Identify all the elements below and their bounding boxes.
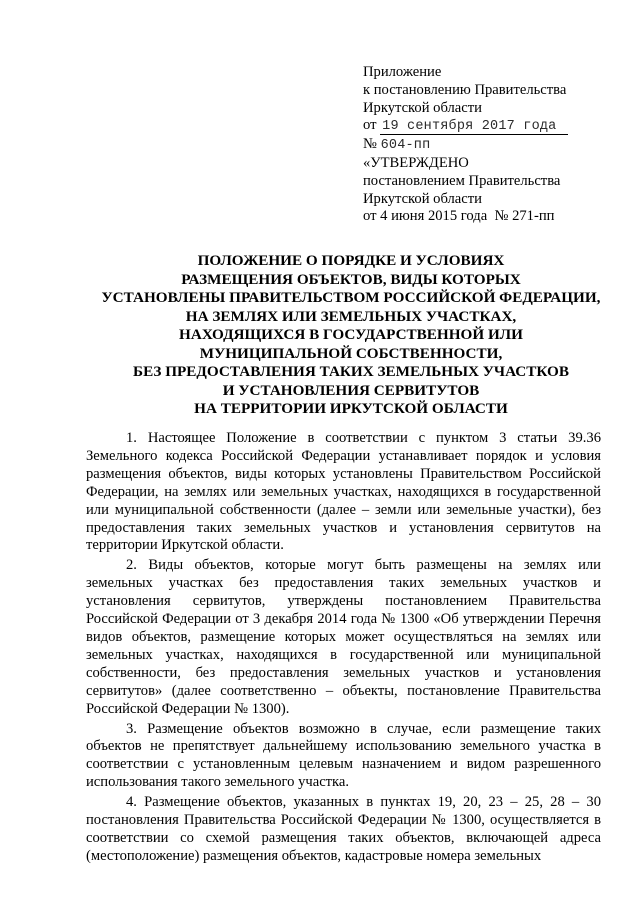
document-body (86, 430, 601, 868)
title-line: И УСТАНОВЛЕНИЯ СЕРВИТУТОВ (222, 381, 480, 399)
header-date-line (363, 117, 623, 136)
header-line-resolution: к постановлению Правительства (363, 81, 567, 98)
approved-line-1: «УТВЕРЖДЕНО (363, 154, 469, 171)
title-line: ПОЛОЖЕНИЕ О ПОРЯДКЕ И УСЛОВИЯХ (197, 252, 505, 269)
approved-line-2: постановлением Правительства (363, 172, 561, 189)
title-line: РАЗМЕЩЕНИЯ ОБЪЕКТОВ, ВИДЫ КОТОРЫХ (181, 270, 521, 288)
approved-line-4: от 4 июня 2015 года № 271-пп (363, 208, 555, 225)
paragraph-3: 3. Размещение объектов возможно в случае, если размещение таких объектов не препятствует дальнейшему использованию земельного участка в соответствии с установленным целевым назначением и видом разрешенного использования такого земельного участка. (86, 720, 601, 791)
header-number-line (363, 136, 623, 155)
title-line: НА ЗЕМЛЯХ ИЛИ ЗЕМЕЛЬНЫХ УЧАСТКАХ, (185, 307, 517, 325)
paragraph-1: 1. Настоящее Положение в соответствии с пунктом 3 статьи 39.36 Земельного кодекса Российской Федерации устанавливает порядок и условия размещения объектов, виды которых установлены Правительством Российской Федерации, на землях или земельных участках, находящихся в государственной или муниципальной собственности (далее – земли или земельные участки), без предоставления таких земельных участков и установления сервитутов на территории Иркутской области. (86, 430, 601, 554)
header-line-region: Иркутской области (363, 99, 482, 116)
paragraph-4: 4. Размещение объектов, указанных в пунктах 19, 20, 23 – 25, 28 – 30 постановления Правительства Российской Федерации № 1300, осуществляется в соответствии со схемой размещения таких объектов, включающей адреса (местоположение) размещения объектов, кадастровые номера земельных (86, 794, 601, 864)
handwritten-date: 19 сентября 2017 года (380, 119, 568, 135)
document-header (363, 64, 623, 226)
header-line-appendix: Приложение (363, 64, 442, 80)
title-line: НАХОДЯЩИХСЯ В ГОСУДАРСТВЕННОЙ ИЛИ (179, 326, 523, 343)
number-prefix: № (363, 136, 377, 153)
title-line: НА ТЕРРИТОРИИ ИРКУТСКОЙ ОБЛАСТИ (194, 400, 508, 417)
title-line: БЕЗ ПРЕДОСТАВЛЕНИЯ ТАКИХ ЗЕМЕЛЬНЫХ УЧАСТКОВ (133, 363, 569, 380)
document-title (62, 252, 640, 419)
handwritten-number: 604-пп (380, 138, 431, 154)
title-line: МУНИЦИПАЛЬНОЙ СОБСТВЕННОСТИ, (199, 344, 503, 362)
title-line: УСТАНОВЛЕНЫ ПРАВИТЕЛЬСТВОМ РОССИЙСКОЙ ФЕДЕРАЦИИ, (101, 289, 601, 306)
paragraph-2: 2. Виды объектов, которые могут быть размещены на землях или земельных участках без предоставления таких земельных участков и установления сервитутов, утверждены постановлением Правительства Российской Федерации от 3 декабря 2014 года № 1300 «Об утверждении Перечня видов объектов, размещение которых может осуществляться на землях или земельных участках, находящихся в государственной или муниципальной собственности, без предоставления земельных участков и установления сервитутов» (далее соответственно – объекты, постановление Правительства Российской Федерации № 1300). (86, 557, 601, 717)
date-prefix: от (363, 117, 377, 134)
approved-line-3: Иркутской области (363, 190, 482, 207)
